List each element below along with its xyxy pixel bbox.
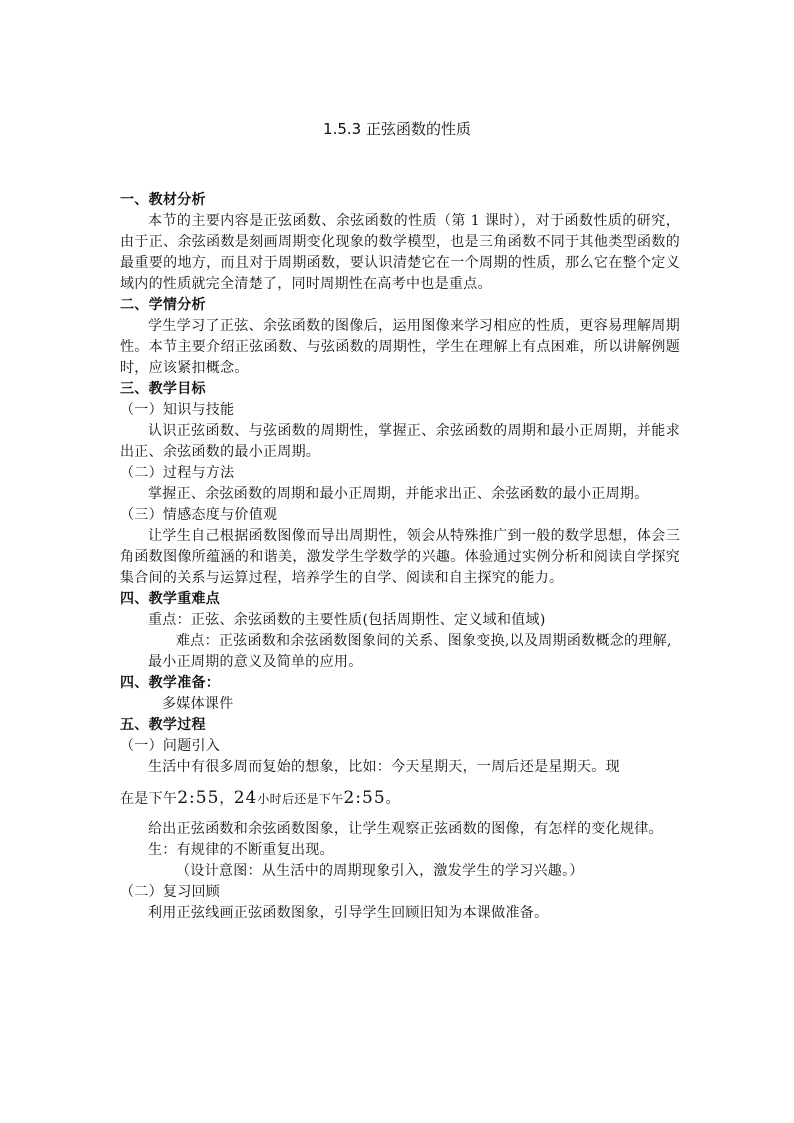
time-value: 2:55 [177,788,220,808]
prep-item: 多媒体课件 [162,696,234,712]
text-span: 小时后还是下午 [257,792,344,806]
text-span: ， [219,791,234,807]
section-heading: 一、教材分析 [120,192,206,208]
time-line [120,784,680,813]
key-point: 重点：正弦、余弦函数的主要性质(包括周期性、定义域和值域) [148,612,546,628]
time-value: 2:55 [343,788,386,808]
paragraph: 掌握正、余弦函数的周期和最小正周期，并能求出正、余弦函数的最小正周期。 [148,486,649,502]
design-note: （设计意图：从生活中的周期现象引入，激发学生的学习兴趣。） [176,863,584,879]
paragraph: 学生学习了正弦、余弦函数的图像后，运用图像来学习相应的性质，更容易理解周期性。本节主要介绍正弦函数、与弦函数的周期性，学生在理解上有点困难，所以讲解例题时，应该紧扣概念。 [120,318,680,376]
page-title: 1.5.3 正弦函数的性质 [323,120,471,138]
paragraph: 生：有规律的不断重复出现。 [148,842,334,858]
section-heading: 五、教学过程 [120,717,206,733]
paragraph: 生活中有很多周而复始的想象，比如：今天星期天，一周后还是星期天。现 [148,759,620,775]
difficult-point: 难点：正弦函数和余弦函数图象间的关系、图象变换,以及周期函数概念的理解,最小正周期的意义及简单的应用。 [148,633,672,670]
document-body [120,190,680,924]
text-span: 在是下午 [120,791,178,807]
subsection-heading: （一）知识与技能 [120,402,235,418]
subsection-heading: （二）过程与方法 [120,465,235,481]
section-heading: 二、学情分析 [120,297,206,313]
paragraph: 本节的主要内容是正弦函数、余弦函数的性质（第 1 课时），对于函数性质的研究，由于正、余弦函数是刻画周期变化现象的数学模型，也是三角函数不同于其他类型函数的最重要的地方，而且对于周期函数，要认识清楚它在一个周期的性质，那么它在整个定义域内的性质就完全清楚了，同时周期性在高考中也是重点。 [120,213,680,292]
paragraph: 让学生自己根据函数图像而导出周期性，领会从特殊推广到一般的数学思想，体会三角函数图像所蕴涵的和谐美，激发学生学数学的兴趣。体验通过实例分析和阅读自学探究集合间的关系与运算过程，培养学生的自学、阅读和自主探究的能力。 [120,528,680,586]
paragraph: 利用正弦线画正弦函数图象，引导学生回顾旧知为本课做准备。 [148,905,549,921]
section-heading: 四、教学重难点 [120,591,221,607]
section-heading: 三、教学目标 [120,381,206,397]
paragraph: 给出正弦函数和余弦函数图象，让学生观察正弦函数的图像，有怎样的变化规律。 [148,821,663,837]
subsection-heading: （一）问题引入 [120,738,221,754]
paragraph: 认识正弦函数、与弦函数的周期性，掌握正、余弦函数的周期和最小正周期，并能求出正、余弦函数的最小正周期。 [120,423,680,460]
section-heading: 四、教学准备： [120,675,221,691]
subsection-heading: （二）复习回顾 [120,884,221,900]
text-span: 。 [385,791,400,807]
subsection-heading: （三）情感态度与价值观 [120,507,278,523]
hours-value: 24 [233,788,258,808]
